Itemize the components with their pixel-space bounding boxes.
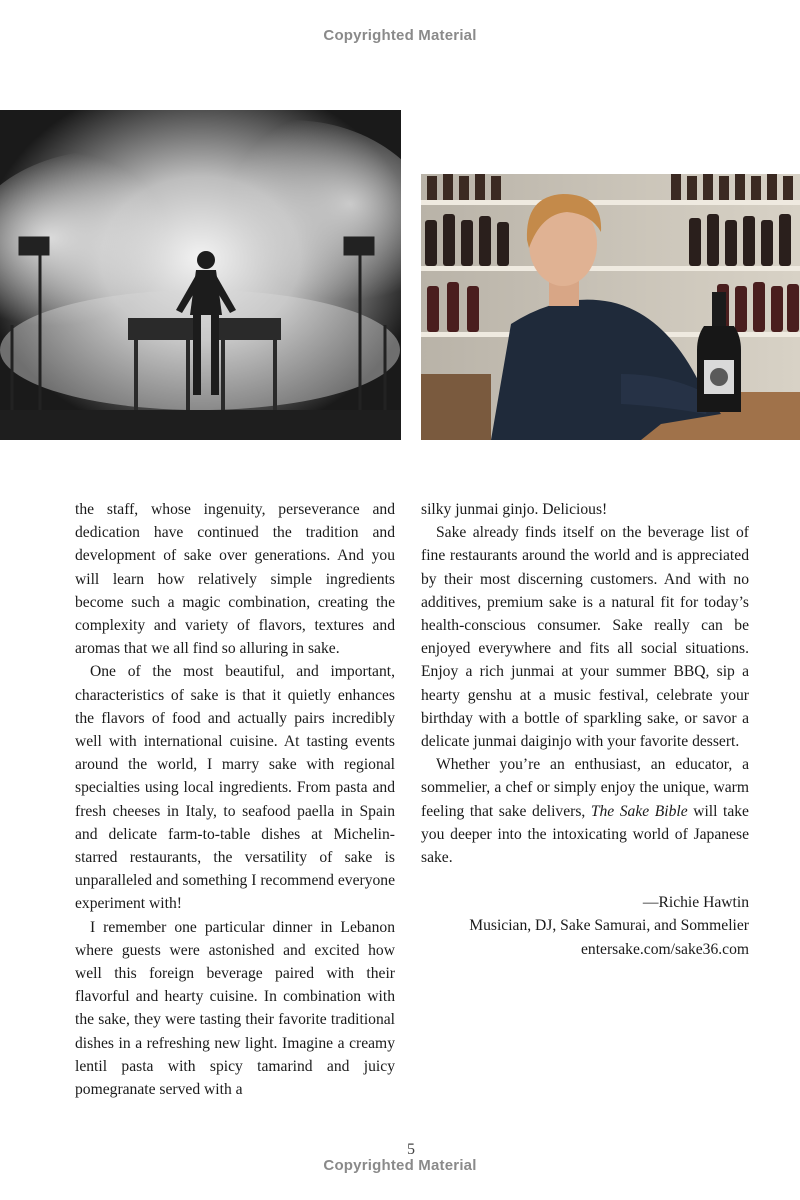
left-text-column bbox=[75, 498, 395, 1101]
right-text-column bbox=[421, 498, 749, 961]
author-website: entersake.com/sake36.com bbox=[581, 940, 749, 958]
body-paragraph bbox=[421, 753, 749, 869]
body-paragraph: One of the most beautiful, and important, characteristics of sake is that it quietly enhances the flavors of food and actually pairs incredibly well with international cuisine. At tasting events around the world, I marry sake with regional specialties using local ingredients. From pasta and fresh cheeses in Italy, to seafood paella in Spain and delicate farm-to-table dishes at Michelin-starred restaurants, the versatility of sake is unparalleled and something I recommend everyone experiment with! bbox=[75, 663, 395, 913]
portrait-with-sake-bottle-photo bbox=[421, 174, 800, 440]
watermark-bottom: Copyrighted Material bbox=[323, 1157, 477, 1174]
page-number: 5 bbox=[407, 1141, 415, 1158]
body-paragraph: silky junmai ginjo. Delicious! bbox=[421, 501, 608, 518]
paragraph-text: Whether you’re an enthusiast, an educator, a sommelier, a chef or simply enjoy the unique, warm feeling that sake delivers, bbox=[421, 756, 749, 820]
signature-block bbox=[421, 891, 749, 961]
book-title: The Sake Bible bbox=[590, 802, 688, 820]
body-paragraph: I remember one particular dinner in Lebanon where guests were astonished and excited how well this foreign beverage paired with their flavorful and hearty cuisine. In combination with the sake, they were tasting their favorite traditional dishes in a refreshing new light. Imagine a creamy lentil pasta with spicy tamarind and juicy pomegranate served with a bbox=[75, 918, 395, 1099]
body-paragraph: Sake already finds itself on the beverage list of fine restaurants around the world and is appreciated by their most discerning customers. And with no additives, premium sake is a natural fit for today’s health-conscious consumer. Sake really can be enjoyed everywhere and fits all social situations. Enjoy a rich junmai at your summer BBQ, sip a hearty genshu at a music festival, celebrate your birthday with a bottle of sparkling sake, or savor a delicate junmai daiginjo with your favorite dessert. bbox=[421, 524, 749, 751]
body-paragraph: the staff, whose ingenuity, perseverance and dedication have continued the tradition and development of sake over generations. And you will learn how relatively simple ingredients become such a magic combination, creating the complexity and variety of flavors, textures and aromas that we all find so alluring in sake. bbox=[75, 501, 395, 658]
author-roles: Musician, DJ, Sake Samurai, and Sommelier bbox=[469, 917, 749, 935]
author-name: —Richie Hawtin bbox=[642, 894, 749, 912]
stage-performance-photo bbox=[0, 110, 401, 440]
paragraph-text: will take you deeper into the intoxicating world of Japanese sake. bbox=[421, 802, 749, 867]
watermark-top: Copyrighted Material bbox=[323, 27, 477, 44]
